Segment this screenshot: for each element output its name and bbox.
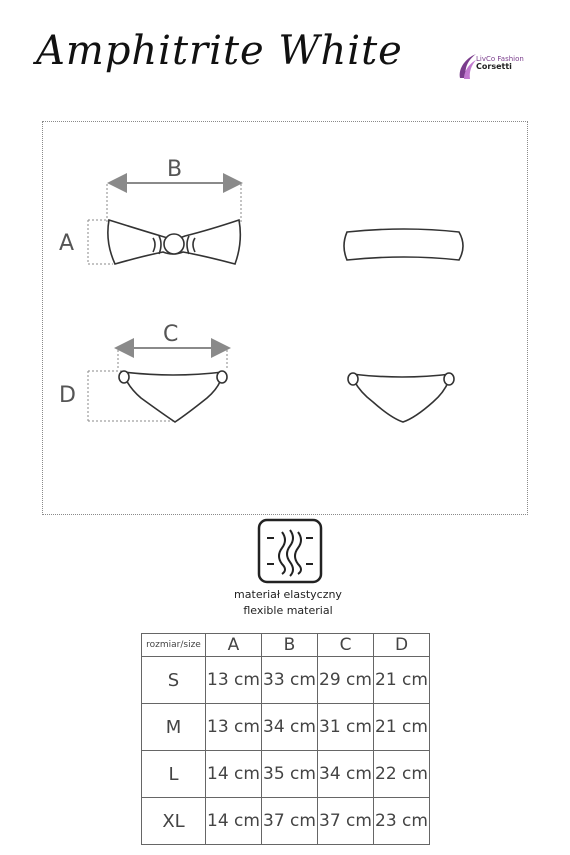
size-cell: M [142,704,206,751]
value-cell: 29 cm [318,657,374,704]
column-header-d: D [374,634,430,657]
dimension-b-label: B [167,157,183,182]
value-cell: 14 cm [206,751,262,798]
garment-diagram [43,122,529,516]
product-title: Amphitrite White [36,28,403,74]
diagram-frame [42,121,528,515]
column-header-a: A [206,634,262,657]
logo-line-1b: Fashion [497,55,524,63]
value-cell: 21 cm [374,657,430,704]
dimension-a-label: A [59,231,75,256]
value-cell: 13 cm [206,704,262,751]
material-label-pl: materiał elastyczny [234,588,342,601]
briefs-back [348,373,454,422]
table-corner-label: rozmiar/size [142,634,206,657]
table-header-row [142,634,430,657]
column-header-b: B [262,634,318,657]
value-cell: 13 cm [206,657,262,704]
bandeau-top-front [108,220,240,264]
logo-swoosh-icon [456,52,478,82]
value-cell: 34 cm [318,751,374,798]
size-cell: S [142,657,206,704]
dimension-c-label: C [163,322,179,347]
value-cell: 21 cm [374,704,430,751]
bandeau-top-back [344,229,463,260]
value-cell: 22 cm [374,751,430,798]
material-label-en: flexible material [243,604,333,617]
table-row [142,704,430,751]
stretch-waves-icon [257,518,323,584]
table-row [142,798,430,845]
column-header-c: C [318,634,374,657]
table-row [142,751,430,798]
dimension-d-label: D [59,383,76,408]
table-row [142,657,430,704]
value-cell: 23 cm [374,798,430,845]
briefs-front [119,371,227,422]
value-cell: 37 cm [318,798,374,845]
size-cell: XL [142,798,206,845]
value-cell: 34 cm [262,704,318,751]
size-cell: L [142,751,206,798]
value-cell: 14 cm [206,798,262,845]
value-cell: 31 cm [318,704,374,751]
value-cell: 35 cm [262,751,318,798]
value-cell: 33 cm [262,657,318,704]
size-table [141,633,430,845]
brand-logo [456,50,536,84]
value-cell: 37 cm [262,798,318,845]
logo-line-1: LivCo [476,55,496,63]
logo-line-2: Corsetti [476,62,512,71]
